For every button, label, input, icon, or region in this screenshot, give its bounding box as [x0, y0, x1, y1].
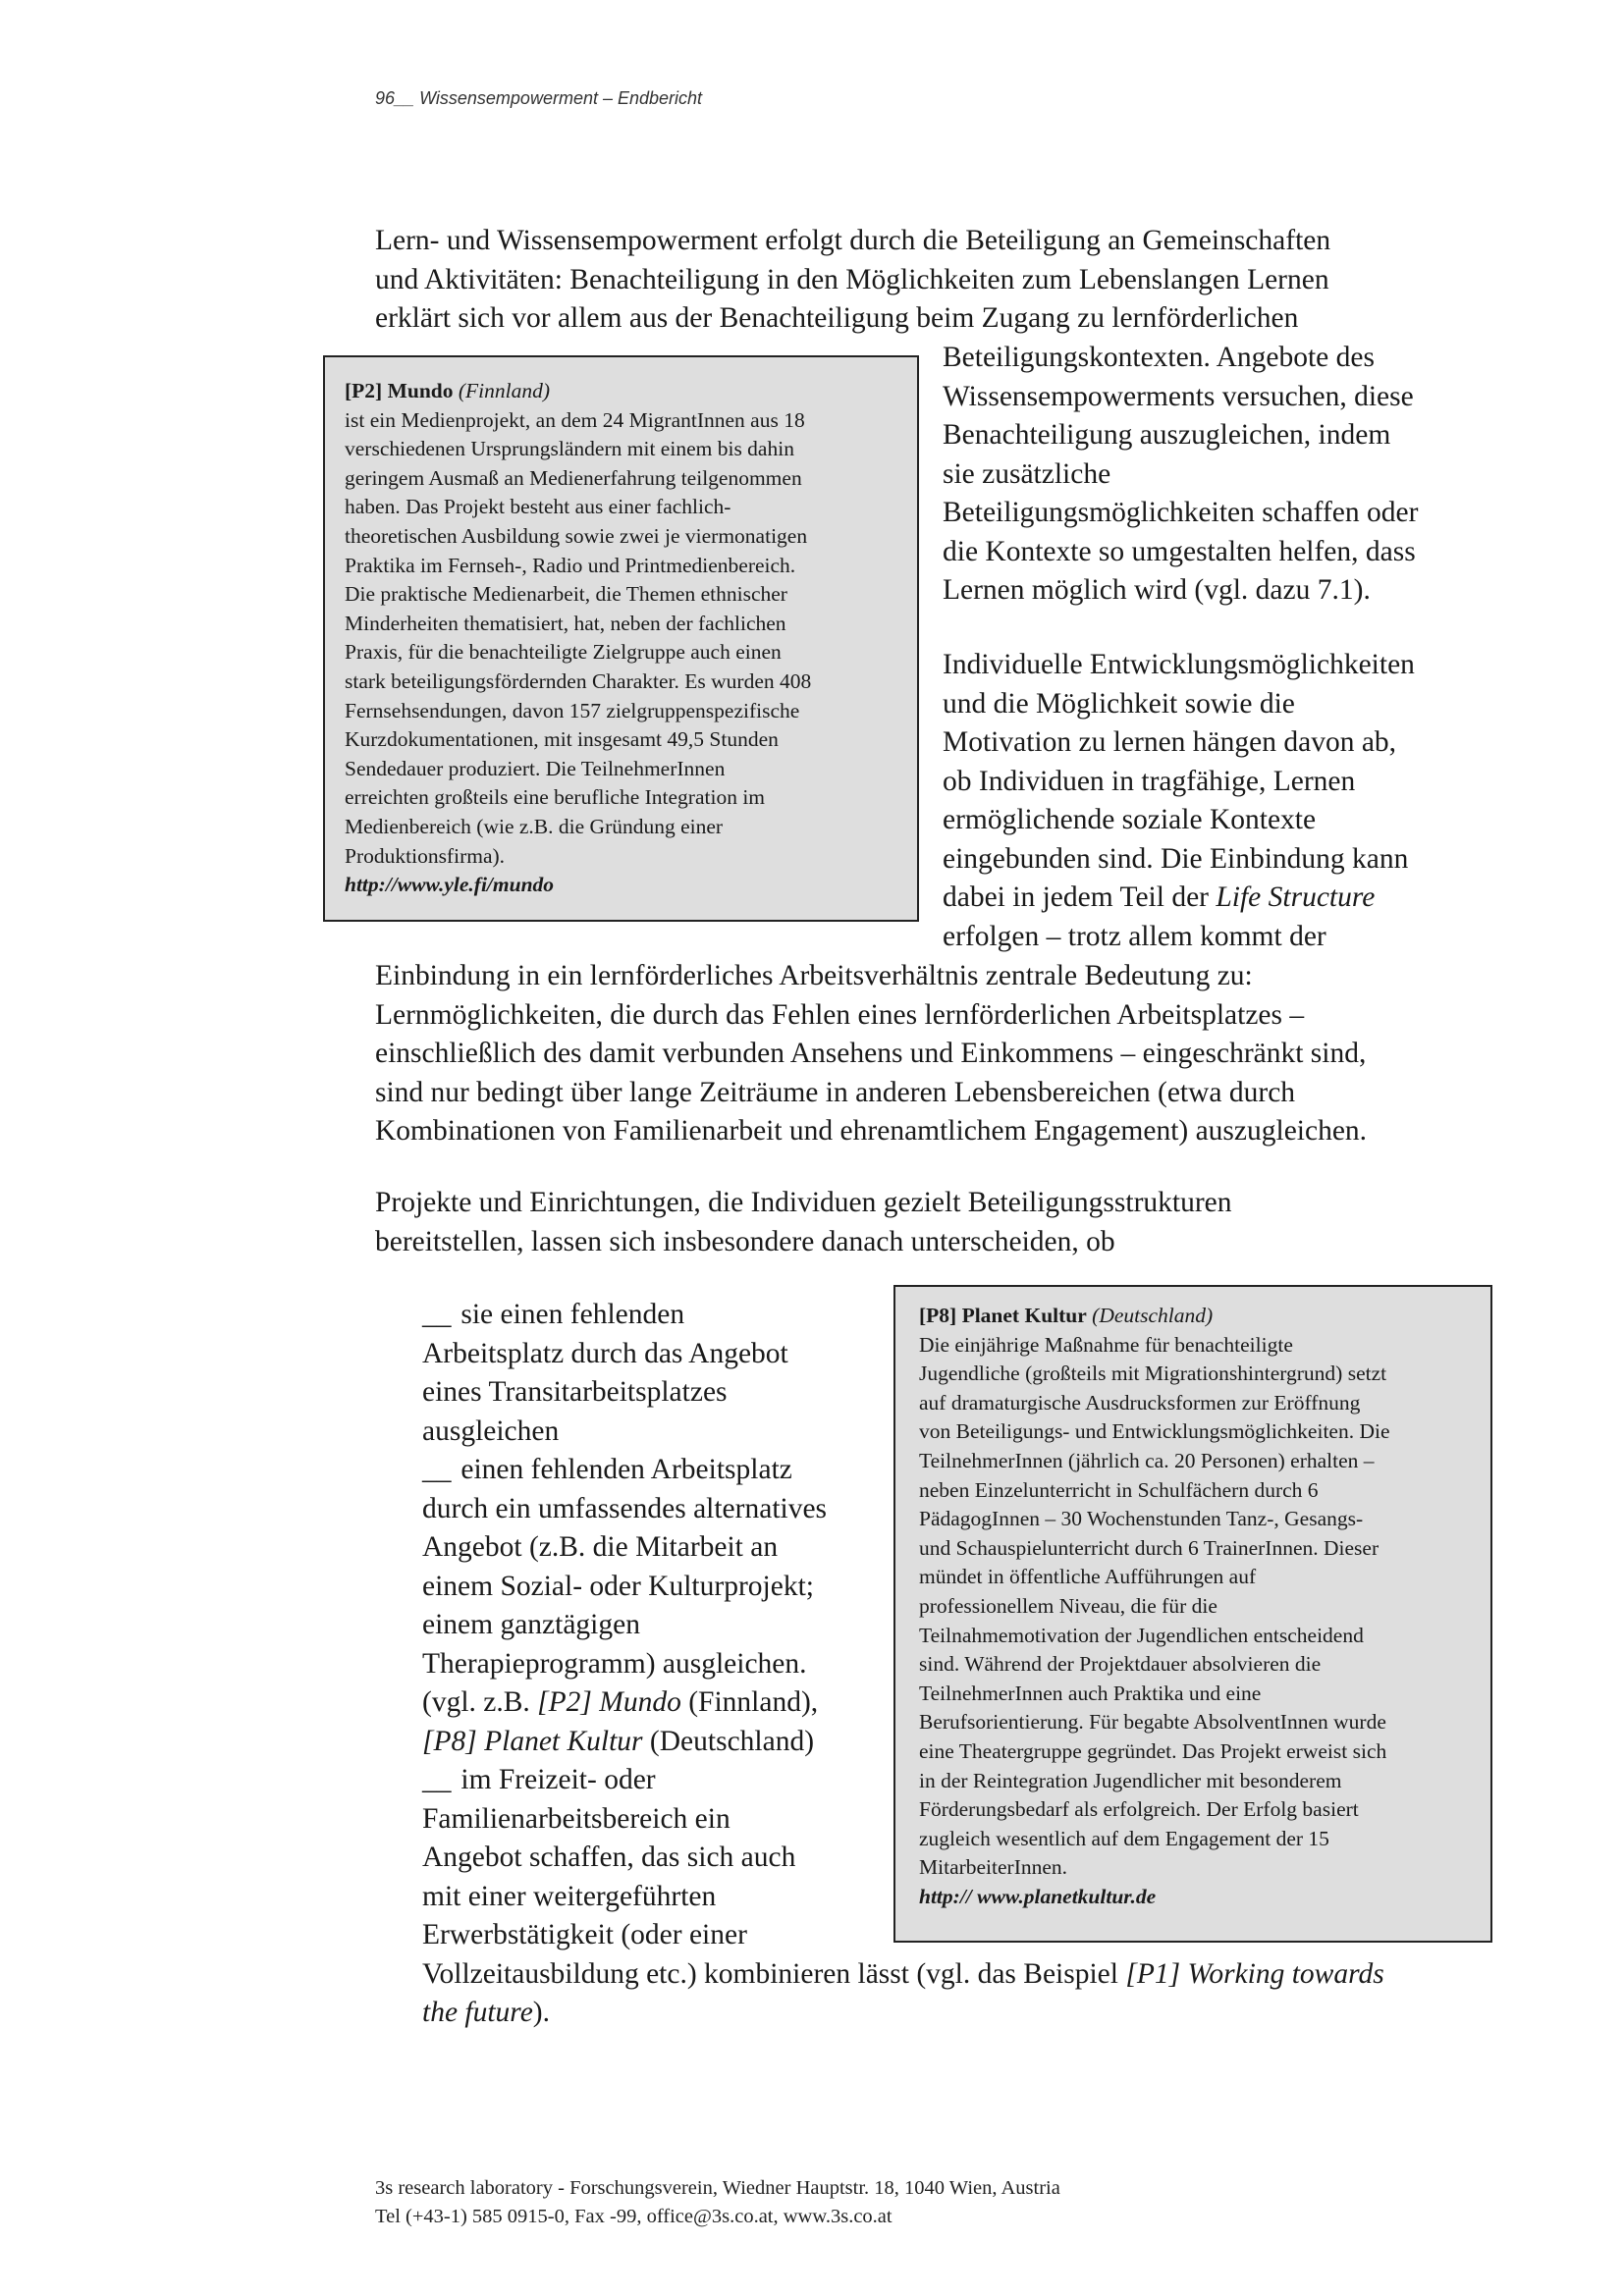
box-line: Produktionsfirma). [345, 843, 506, 868]
text-line: durch ein umfassendes alternatives [422, 1492, 828, 1524]
list-text: sie einen fehlenden [460, 1299, 685, 1330]
box-line: TeilnehmerInnen (jährlich ca. 20 Personen) erhalten – [919, 1448, 1375, 1472]
text-line: Beteiligungskontexten. Angebote des [943, 342, 1375, 373]
box-line: Jugendliche (großteils mit Migrationshintergrund) setzt [919, 1362, 1387, 1386]
box-line: Medienbereich (wie z.B. die Gründung einer [345, 814, 724, 838]
box-line: in der Reintegration Jugendlicher mit besonderem [919, 1768, 1342, 1792]
list-text: im Freizeit- oder [460, 1764, 656, 1795]
ref-p1-the-future: the future [422, 1997, 533, 2028]
box-line: Fernsehsendungen, davon 157 zielgruppenspezifische [345, 698, 800, 722]
box-line: zugleich wesentlich auf dem Engagement der 15 [919, 1826, 1329, 1850]
box-url-link[interactable]: http://www.yle.fi/mundo [345, 873, 555, 897]
text-line [943, 879, 1415, 918]
list-item-2-line [422, 1451, 1384, 1490]
text-line: ob Individuen in tragfähige, Lernen [943, 765, 1356, 797]
box-line: eine Theatergruppe gegründet. Das Projekt erweist sich [919, 1738, 1387, 1763]
text-line: eines Transitarbeitsplatzes [422, 1376, 728, 1408]
box-country: (Finnland) [458, 379, 551, 402]
text-line: eingebunden sind. Die Einbindung kann [943, 842, 1409, 875]
text-line: ausgleichen [422, 1415, 560, 1447]
box-line: professionellem Niveau, die für die [919, 1593, 1217, 1618]
text-line: einem ganztägigen [422, 1609, 640, 1640]
intro-paragraph [375, 222, 1330, 339]
ref-p1-working-towards: [P1] Working towards [1125, 1957, 1384, 1990]
box-title: [P2] Mundo [345, 379, 454, 402]
text-line: und Aktivitäten: Benachteiligung in den Möglichkeiten zum Lebenslangen Lernen [375, 263, 1329, 295]
footer-contact: Tel (+43-1) 585 0915-0, Fax -99, office@3s.co.at, www.3s.co.at [375, 2206, 893, 2227]
ref-p2-mundo: [P2] Mundo [537, 1686, 681, 1718]
text-line: sind nur bedingt über lange Zeiträume in anderen Lebensbereichen (etwa durch [375, 1076, 1296, 1108]
right-column-paragraph-1 [943, 339, 1418, 611]
box-url-link[interactable]: http:// www.planetkultur.de [919, 1884, 1157, 1908]
text-line: Familienarbeitsbereich ein [422, 1802, 730, 1835]
text-line [422, 1723, 1384, 1762]
box-line: TeilnehmerInnen auch Praktika und eine [919, 1681, 1262, 1705]
text-line: ermöglichende soziale Kontexte [943, 804, 1317, 835]
text-line: mit einer weitergeführten [422, 1880, 717, 1912]
box-line: Berufsorientierung. Für begabte AbsolventInnen wurde [919, 1710, 1386, 1735]
box-line: Die einjährige Maßnahme für benachteiligte [919, 1332, 1293, 1357]
box-line: sind. Während der Projektdauer absolvieren die [919, 1652, 1322, 1677]
ref-pre: Vollzeitausbildung etc.) kombinieren lässt (vgl. das Beispiel [422, 1957, 1126, 1990]
ref-post: (Deutschland) [642, 1725, 815, 1757]
box-line: haben. Das Projekt besteht aus einer fachlich- [345, 495, 731, 519]
text-line: Lernmöglichkeiten, die durch das Fehlen eines lernförderlichen Arbeitsplatzes – [375, 998, 1305, 1031]
box-line: Praxis, für die benachteiligte Zielgruppe auch einen [345, 640, 782, 665]
text-line: Einbindung in ein lernförderliches Arbeitsverhältnis zentrale Bedeutung zu: [375, 960, 1253, 991]
box-line: von Beteiligungs- und Entwicklungsmöglichkeiten. Die [919, 1419, 1390, 1444]
text-line [422, 1994, 1384, 2033]
continuation-paragraph [375, 957, 1367, 1151]
text-line: Arbeitsplatz durch das Angebot [422, 1337, 788, 1369]
life-structure-term: Life Structure [1216, 881, 1376, 913]
text-line: erfolgen – trotz allem kommt der [943, 920, 1326, 952]
text-line: Lern- und Wissensempowerment erfolgt durch die Beteiligung an Gemeinschaften [375, 225, 1331, 256]
text-line: Benachteiligung auszugleichen, indem [943, 419, 1391, 451]
text-line [422, 1955, 1384, 1995]
text-line: Wissensempowerments versuchen, diese [943, 380, 1414, 412]
page-header [375, 88, 702, 109]
text-line: einschließlich des damit verbunden Ansehens und Einkommens – eingeschränkt sind, [375, 1038, 1367, 1069]
text-line: einem Sozial- oder Kulturprojekt; [422, 1570, 814, 1602]
text-line: Motivation zu lernen hängen davon ab, [943, 726, 1397, 758]
text-line: und die Möglichkeit sowie die [943, 687, 1295, 720]
footer-address: 3s research laboratory - Forschungsverein, Wiedner Hauptstr. 18, 1040 Wien, Austria [375, 2177, 1060, 2199]
text-line [422, 1683, 1384, 1723]
right-column-paragraph-2 [943, 646, 1415, 956]
box-line: PädagogInnen – 30 Wochenstunden Tanz-, Gesangs- [919, 1507, 1364, 1531]
box-line: erreichten großteils eine berufliche Integration im [345, 785, 766, 810]
box-line: und Schauspielunterricht durch 6 TrainerInnen. Dieser [919, 1535, 1380, 1560]
ref-post: (Finnland), [680, 1686, 819, 1718]
header-separator: __ [395, 88, 420, 108]
text-line: Beteiligungsmöglichkeiten schaffen oder [943, 497, 1419, 528]
text-line: Angebot schaffen, das sich auch [422, 1842, 796, 1873]
list-item-3-line [422, 1761, 1384, 1800]
projects-paragraph [375, 1184, 1232, 1261]
box-line: Minderheiten thematisiert, hat, neben der fachlichen [345, 611, 786, 635]
text-line: Lernen möglich wird (vgl. dazu 7.1). [943, 574, 1371, 606]
list-item-1-line [422, 1296, 1384, 1335]
dash-bullet: __ [422, 1764, 452, 1795]
text-line: Therapieprogramm) ausgleichen. [422, 1647, 807, 1680]
project-box-p2-mundo [323, 355, 919, 922]
ref-post: ). [532, 1997, 550, 2028]
box-title-line [345, 377, 897, 406]
text-line: erklärt sich vor allem aus der Benachteiligung beim Zugang zu lernförderlichen [375, 302, 1299, 334]
box-line: mündet in öffentliche Aufführungen auf [919, 1565, 1257, 1589]
text-line: Individuelle Entwicklungsmöglichkeiten [943, 649, 1415, 680]
text-line: sie zusätzliche [943, 457, 1111, 490]
box-line: Förderungsbedarf als erfolgreich. Der Erfolg basiert [919, 1797, 1359, 1822]
option-list [422, 1296, 1384, 2033]
page-number: 96 [375, 88, 396, 108]
box-line: theoretischen Ausbildung sowie zwei je viermonatigen [345, 523, 808, 548]
box-line: Praktika im Fernseh-, Radio und Printmedienbereich. [345, 553, 796, 577]
text-line: Erwerbstätigkeit (oder einer [422, 1919, 747, 1950]
box-line: Die praktische Medienarbeit, die Themen ethnischer [345, 582, 787, 607]
list-text: einen fehlenden Arbeitsplatz [460, 1454, 792, 1485]
box-line: ist ein Medienprojekt, an dem 24 MigrantInnen aus 18 [345, 407, 805, 432]
box-line: verschiedenen Ursprungsländern mit einem bis dahin [345, 437, 794, 461]
box-line: Kurzdokumentationen, mit insgesamt 49,5 Stunden [345, 727, 779, 752]
box-line: geringem Ausmaß an Medienerfahrung teilgenommen [345, 465, 802, 490]
box-line: neben Einzelunterricht in Schulfächern durch 6 [919, 1477, 1319, 1502]
report-title: Wissensempowerment – Endbericht [419, 88, 703, 108]
dash-bullet: __ [422, 1454, 452, 1485]
box-line: MitarbeiterInnen. [919, 1855, 1068, 1880]
dash-bullet: __ [422, 1299, 452, 1330]
box-line: auf dramaturgische Ausdrucksformen zur Eröffnung [919, 1390, 1361, 1415]
text-line: bereitstellen, lassen sich insbesondere danach unterscheiden, ob [375, 1225, 1115, 1257]
life-structure-pre: dabei in jedem Teil der [943, 881, 1217, 913]
text-line: Angebot (z.B. die Mitarbeit an [422, 1531, 779, 1563]
box-country: (Deutschland) [1092, 1304, 1214, 1327]
ref-p8-planet-kultur: [P8] Planet Kultur [422, 1725, 643, 1757]
text-line: die Kontexte so umgestalten helfen, dass [943, 535, 1416, 567]
box-line: Sendedauer produziert. Die TeilnehmerInnen [345, 756, 726, 780]
box-line: Teilnahmemotivation der Jugendlichen entscheidend [919, 1623, 1364, 1647]
ref-pre: (vgl. z.B. [422, 1686, 538, 1718]
text-line: Kombinationen von Familienarbeit und ehrenamtlichem Engagement) auszugleichen. [375, 1115, 1368, 1147]
box-title: [P8] Planet Kultur [919, 1304, 1087, 1327]
box-line: stark beteiligungsfördernden Charakter. Es wurden 408 [345, 668, 812, 693]
text-line: Projekte und Einrichtungen, die Individuen gezielt Beteiligungsstrukturen [375, 1187, 1232, 1218]
